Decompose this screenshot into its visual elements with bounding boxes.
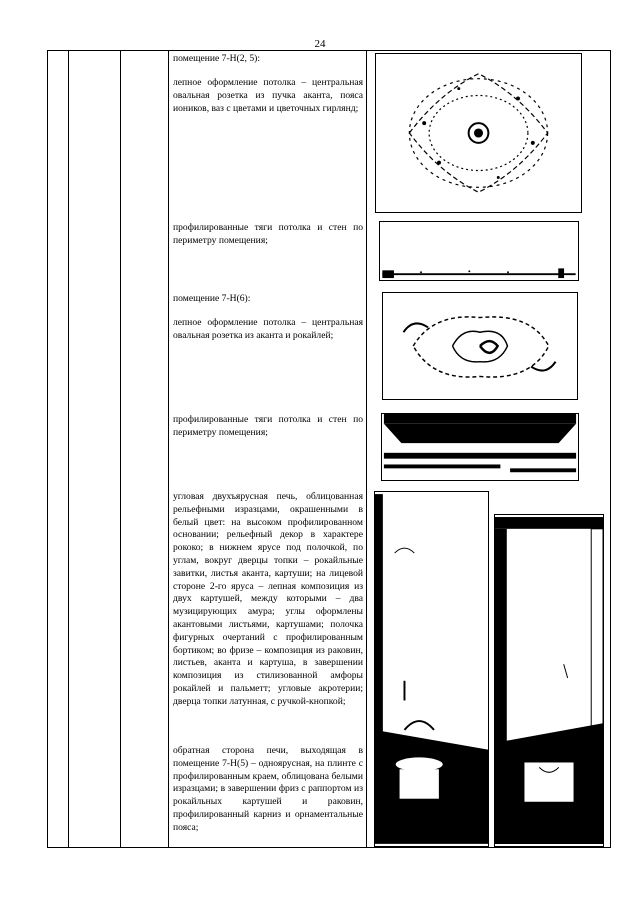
- entry-room-heading: [173, 53, 363, 66]
- photo-ceiling-rosette-2: [382, 292, 578, 400]
- document-table: [47, 50, 611, 848]
- photo-ceiling-rosette-1: [375, 53, 582, 213]
- column-divider: [366, 51, 367, 847]
- entry-text: лепное оформление потолка – центральная овальная розетка из пучка аканта, пояса иоников, ваз с цветами и цветочных гирлянд;: [173, 77, 363, 114]
- stove-image: [375, 492, 488, 846]
- entry-text: обратная сторона печи, выходящая в помещение 7-Н(5) – одноярусная, на плинте с профилированным краем, облицована белыми изразцами; в завершении фриз с раппортом из рокайльных картушей и раковин, профилированный карниз и орнаментальные пояса;: [173, 745, 363, 833]
- entry-text: профилированные тяги потолка и стен по периметру помещения;: [173, 222, 363, 246]
- entry-stove-back: [173, 745, 363, 835]
- entry-ceiling-rosette: [173, 77, 363, 115]
- stove-image: [495, 515, 603, 846]
- column-divider: [68, 51, 69, 847]
- entry-cornice: [173, 414, 363, 440]
- entry-text: помещение 7-Н(6):: [173, 293, 251, 304]
- entry-cornice: [173, 222, 363, 248]
- rosette-image: [383, 293, 577, 399]
- entry-room-heading: [173, 293, 363, 306]
- entry-stove: [173, 491, 363, 709]
- entry-ceiling-rosette: [173, 317, 363, 343]
- cornice-image: [382, 414, 578, 480]
- photo-stove-back: [494, 514, 604, 847]
- entry-text: лепное оформление потолка – центральная овальная розетка из аканта и рокайлей;: [173, 317, 363, 341]
- photo-stove-front: [374, 491, 489, 847]
- rosette-image: [376, 54, 581, 212]
- photo-cornice-2: [381, 413, 579, 481]
- entry-text: угловая двухъярусная печь, облицованная рельефными изразцами, окрашенными в белый цвет: на высоком профилированном основании; рельефный декор в характере рококо; в нижнем ярусе под полочкой, по углам, вокруг дверцы топки – рокайльные завитки, листья аканта, картуши; на лицевой стороне 2-го яруса – лепная композиция из двух картушей, между которыми – два музицирующих амура; углы оформлены акантовыми листьями, картушами; полочка фигурных очертаний с профилированным бортиком; во фризе – композиция из раковин, листьев, аканта и картуша, в завершении композиция из стилизованной амфоры рокайлей и пальметт; угловые акротерии; дверца топки латунная, с ручкой-кнопкой;: [173, 491, 363, 707]
- column-divider: [120, 51, 121, 847]
- cornice-image: [380, 222, 578, 280]
- page-number: 24: [314, 38, 326, 50]
- column-divider: [168, 51, 169, 847]
- entry-text: помещение 7-Н(2, 5):: [173, 53, 261, 64]
- entry-text: профилированные тяги потолка и стен по периметру помещения;: [173, 414, 363, 438]
- photo-cornice-1: [379, 221, 579, 281]
